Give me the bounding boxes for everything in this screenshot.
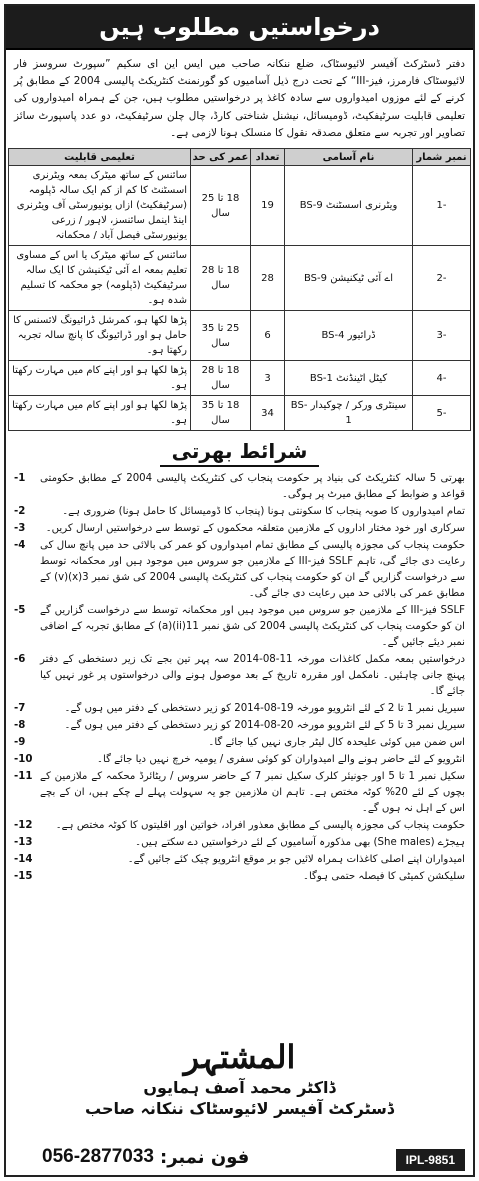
row-age-limit: 18 تا 28 سال bbox=[191, 361, 251, 396]
term-text: سلیکشن کمیٹی کا فیصلہ حتمی ہوگا۔ bbox=[302, 871, 465, 883]
intro-paragraph: دفتر ڈسٹرکٹ آفیسر لائیوسٹاک، ضلع ننکانہ صاحب میں ایس این ای سکیم ”سپورٹ سروسز فار لائیوسٹاک فارمرز، فیز-III“ کے تحت درج ذیل آسامیوں کو گورنمنٹ کنٹریکٹ پالیسی 2004 کے مطابق پُر کرنے کے لئے موزوں امیدواروں سے سادہ کاغذ پر درخواستیں مطلوب ہیں، جن کے ہمراہ امیدواروں کی تعلیمی قابلیت سرٹیفکیٹ، ڈومیسائل، نیشنل شناختی کارڈ، چال چلن سرٹیفکیٹ، دو عدد پاسپورٹ سائز تصاویر اور تجربہ سے متعلق مصدقہ نقول کا منسلک ہونا لازمی ہے۔ bbox=[14, 58, 465, 139]
list-item bbox=[14, 835, 465, 851]
row-count: 34 bbox=[251, 396, 285, 431]
term-number: -6 bbox=[14, 654, 26, 666]
term-text: سیریل نمبر 3 تا 5 کے لئے انٹرویو مورخہ 20-08-2014 کو زیر دستخطی کے دفتر میں ہوں گے۔ bbox=[64, 720, 465, 732]
row-age-limit: 18 تا 35 سال bbox=[191, 396, 251, 431]
row-qualification: سائنس کے ساتھ میٹرک یا اس کے مساوی تعلیم بمعہ اے آئی ٹیکنیشن کا ایک سالہ سرٹیفکیٹ (ڈپلومہ) جو محکمہ کا تسلیم شدہ ہو۔ bbox=[9, 246, 191, 311]
term-number: -8 bbox=[14, 720, 26, 732]
row-count: 19 bbox=[251, 166, 285, 246]
phone-number: 056-2877033 bbox=[42, 1146, 154, 1167]
row-serial: -3 bbox=[413, 311, 471, 361]
term-number: -3 bbox=[14, 523, 26, 535]
terms-heading bbox=[6, 439, 473, 467]
term-number: -4 bbox=[14, 540, 26, 552]
list-item bbox=[14, 538, 465, 602]
row-post-name: ڈرائیور BS-4 bbox=[285, 311, 413, 361]
list-item bbox=[14, 752, 465, 768]
list-item bbox=[14, 769, 465, 817]
terms-heading-text: شرائط بھرتی bbox=[160, 439, 320, 467]
table-header-row bbox=[9, 149, 471, 166]
list-item bbox=[14, 504, 465, 520]
row-post-name: اے آئی ٹیکنیشن BS-9 bbox=[285, 246, 413, 311]
term-number: -2 bbox=[14, 506, 26, 518]
table-row bbox=[9, 396, 471, 431]
term-number: -12 bbox=[14, 820, 33, 832]
list-item bbox=[14, 869, 465, 885]
term-text: سرکاری اور خود مختار اداروں کے ملازمین متعلقہ محکموں کے توسط سے درخواستیں ارسال کریں۔ bbox=[45, 523, 465, 535]
term-number: -10 bbox=[14, 754, 33, 766]
term-text: درخواستیں بمعہ مکمل کاغذات مورخہ 11-08-2014 سہ پہر تین بجے تک زیر دستخطی کے دفتر پہنچ جانی چاہئیں۔ نامکمل اور مقررہ تاریخ کے بعد موصول ہونے والی درخواستوں پر غور نہیں کیا جائے گا۔ bbox=[40, 654, 465, 698]
term-number: -1 bbox=[14, 473, 26, 485]
table-row bbox=[9, 166, 471, 246]
row-qualification: سائنس کے ساتھ میٹرک بمعہ ویٹرنری اسسٹنٹ کا کم از کم ایک سالہ ڈپلومہ (سرٹیفکیٹ) ازاں یونیورسٹی آف ویٹرنری اینڈ اینمل سائنسز، لاہور / زرعی یونیورسٹی فیصل آباد / محکمانہ bbox=[9, 166, 191, 246]
posts-table bbox=[8, 148, 471, 431]
row-qualification: پڑھا لکھا ہو، کمرشل ڈرائیونگ لائسنس کا حامل ہو اور ڈرائیونگ کا پانچ سالہ تجربہ رکھتا ہو۔ bbox=[9, 311, 191, 361]
list-item bbox=[14, 718, 465, 734]
term-text: حکومت پنجاب کی مجوزہ پالیسی کے مطابق معذور افراد، خواتین اور اقلیتوں کا کوٹہ مختص ہے۔ bbox=[55, 820, 465, 832]
term-text: تمام امیدواروں کا صوبہ پنجاب کا سکونتی ہونا (پنجاب کا ڈومیسائل کا حامل ہونا) ضروری ہے۔ bbox=[62, 506, 465, 518]
term-text: حکومت پنجاب کی مجوزہ پالیسی کے مطابق تمام امیدواروں کو عمر کی بالائی حد میں پانچ سال کی رعایت دی جائے گی، تاہم SSLF فیز-III کے ملازمین جو سروس میں موجود ہیں اور محکمانہ توسط سے درخواست گزاریں گے ان کو حکومت پنجاب کی کنٹریکٹ پالیسی 2004 کی شق نمبر 3(x)(v) کے مطابق عمر کی بالائی حد میں رعایت دی جائے گی۔ bbox=[40, 540, 465, 600]
header-count: تعداد bbox=[251, 149, 285, 166]
row-post-name: کیٹل اٹینڈنٹ BS-1 bbox=[285, 361, 413, 396]
header-age-limit: عمر کی حد bbox=[191, 149, 251, 166]
row-qualification: پڑھا لکھا ہو اور اپنے کام میں مہارت رکھتا ہو۔ bbox=[9, 361, 191, 396]
header-serial: نمبر شمار bbox=[413, 149, 471, 166]
row-age-limit: 25 تا 35 سال bbox=[191, 311, 251, 361]
officer-name: ڈاکٹر محمد آصف ہمایوں bbox=[143, 1078, 336, 1097]
row-age-limit: 18 تا 28 سال bbox=[191, 246, 251, 311]
term-number: -5 bbox=[14, 605, 26, 617]
advertisement-page bbox=[4, 4, 475, 1177]
term-text: امیدواران اپنے اصلی کاغذات ہمراہ لائیں جو بر موقع انٹرویو چیک کئے جائیں گے۔ bbox=[127, 854, 465, 866]
row-count: 28 bbox=[251, 246, 285, 311]
term-number: -7 bbox=[14, 703, 26, 715]
row-qualification: پڑھا لکھا ہو اور اپنے کام میں مہارت رکھتا ہو۔ bbox=[9, 396, 191, 431]
term-text: سیریل نمبر 1 تا 2 کے لئے انٹرویو مورخہ 19-08-2014 کو زیر دستخطی کے دفتر میں ہوں گے۔ bbox=[64, 703, 465, 715]
signature-block bbox=[6, 1038, 473, 1118]
list-item bbox=[14, 521, 465, 537]
list-item bbox=[14, 701, 465, 717]
list-item bbox=[14, 471, 465, 503]
officer-designation: ڈسٹرکٹ آفیسر لائیوسٹاک ننکانہ صاحب bbox=[85, 1099, 394, 1118]
list-item bbox=[14, 852, 465, 868]
term-text: اس ضمن میں کوئی علیحدہ کال لیٹر جاری نہیں کیا جائے گا۔ bbox=[208, 737, 465, 749]
ipl-code-badge: IPL-9851 bbox=[396, 1149, 465, 1171]
list-item bbox=[14, 818, 465, 834]
terms-list bbox=[6, 471, 473, 885]
row-count: 6 bbox=[251, 311, 285, 361]
term-text: انٹرویو کے لئے حاضر ہونے والے امیدواران کو کوئی سفری / یومیہ خرچ نہیں دیا جائے گا۔ bbox=[97, 754, 465, 766]
page-title: درخواستیں مطلوب ہیں bbox=[6, 6, 473, 50]
term-text: ہیجڑے (She males) بھی مذکورہ آسامیوں کے لئے درخواستیں دے سکتے ہیں۔ bbox=[135, 837, 465, 849]
row-serial: -2 bbox=[413, 246, 471, 311]
row-serial: -4 bbox=[413, 361, 471, 396]
term-text: بھرتی 5 سالہ کنٹریکٹ کی بنیاد پر حکومت پنجاب کی کنٹریکٹ پالیسی 2004 کے مطابق حکومتی قواعد و ضوابط کے مطابق میرٹ پر ہوگی۔ bbox=[40, 473, 466, 501]
row-count: 3 bbox=[251, 361, 285, 396]
header-qualification: تعلیمی قابلیت bbox=[9, 149, 191, 166]
list-item bbox=[14, 735, 465, 751]
term-number: -11 bbox=[14, 771, 33, 783]
row-serial: -1 bbox=[413, 166, 471, 246]
table-row bbox=[9, 311, 471, 361]
table-row bbox=[9, 246, 471, 311]
row-serial: -5 bbox=[413, 396, 471, 431]
table-row bbox=[9, 361, 471, 396]
row-post-name: ویٹرنری اسسٹنٹ BS-9 bbox=[285, 166, 413, 246]
row-post-name: سینٹری ورکر / چوکیدار BS-1 bbox=[285, 396, 413, 431]
row-age-limit: 18 تا 25 سال bbox=[191, 166, 251, 246]
term-number: -14 bbox=[14, 854, 33, 866]
term-number: -13 bbox=[14, 837, 33, 849]
term-text: سکیل نمبر 1 تا 5 اور جونیئر کلرک سکیل نمبر 7 کے حاضر سروس / ریٹائرڈ محکمہ کے ملازمین کے بچوں کے لئے 20% کوٹہ مختص ہے۔ تاہم ان ملازمین جو یہ سہولت پہلے لے چکے ہیں، ان کے بچے اس کے اہل نہ ہوں گے۔ bbox=[40, 771, 466, 815]
term-number: -15 bbox=[14, 871, 33, 883]
phone-block bbox=[42, 1146, 249, 1168]
term-number: -9 bbox=[14, 737, 26, 749]
advertiser-label: المشتہر bbox=[183, 1038, 296, 1076]
phone-label: فون نمبر: bbox=[160, 1146, 250, 1168]
term-text: SSLF فیز-III کے ملازمین جو سروس میں موجود ہیں اور محکمانہ توسط سے درخواست گزاریں گے ان کو حکومت پنجاب کی کنٹریکٹ پالیسی 2004 کی شق نمبر 11(ii)(a) کے مطابق تجربہ کے اضافی نمبر دیئے جائیں گے۔ bbox=[40, 605, 466, 649]
header-post-name: نام آسامی bbox=[285, 149, 413, 166]
list-item bbox=[14, 652, 465, 700]
list-item bbox=[14, 603, 465, 651]
